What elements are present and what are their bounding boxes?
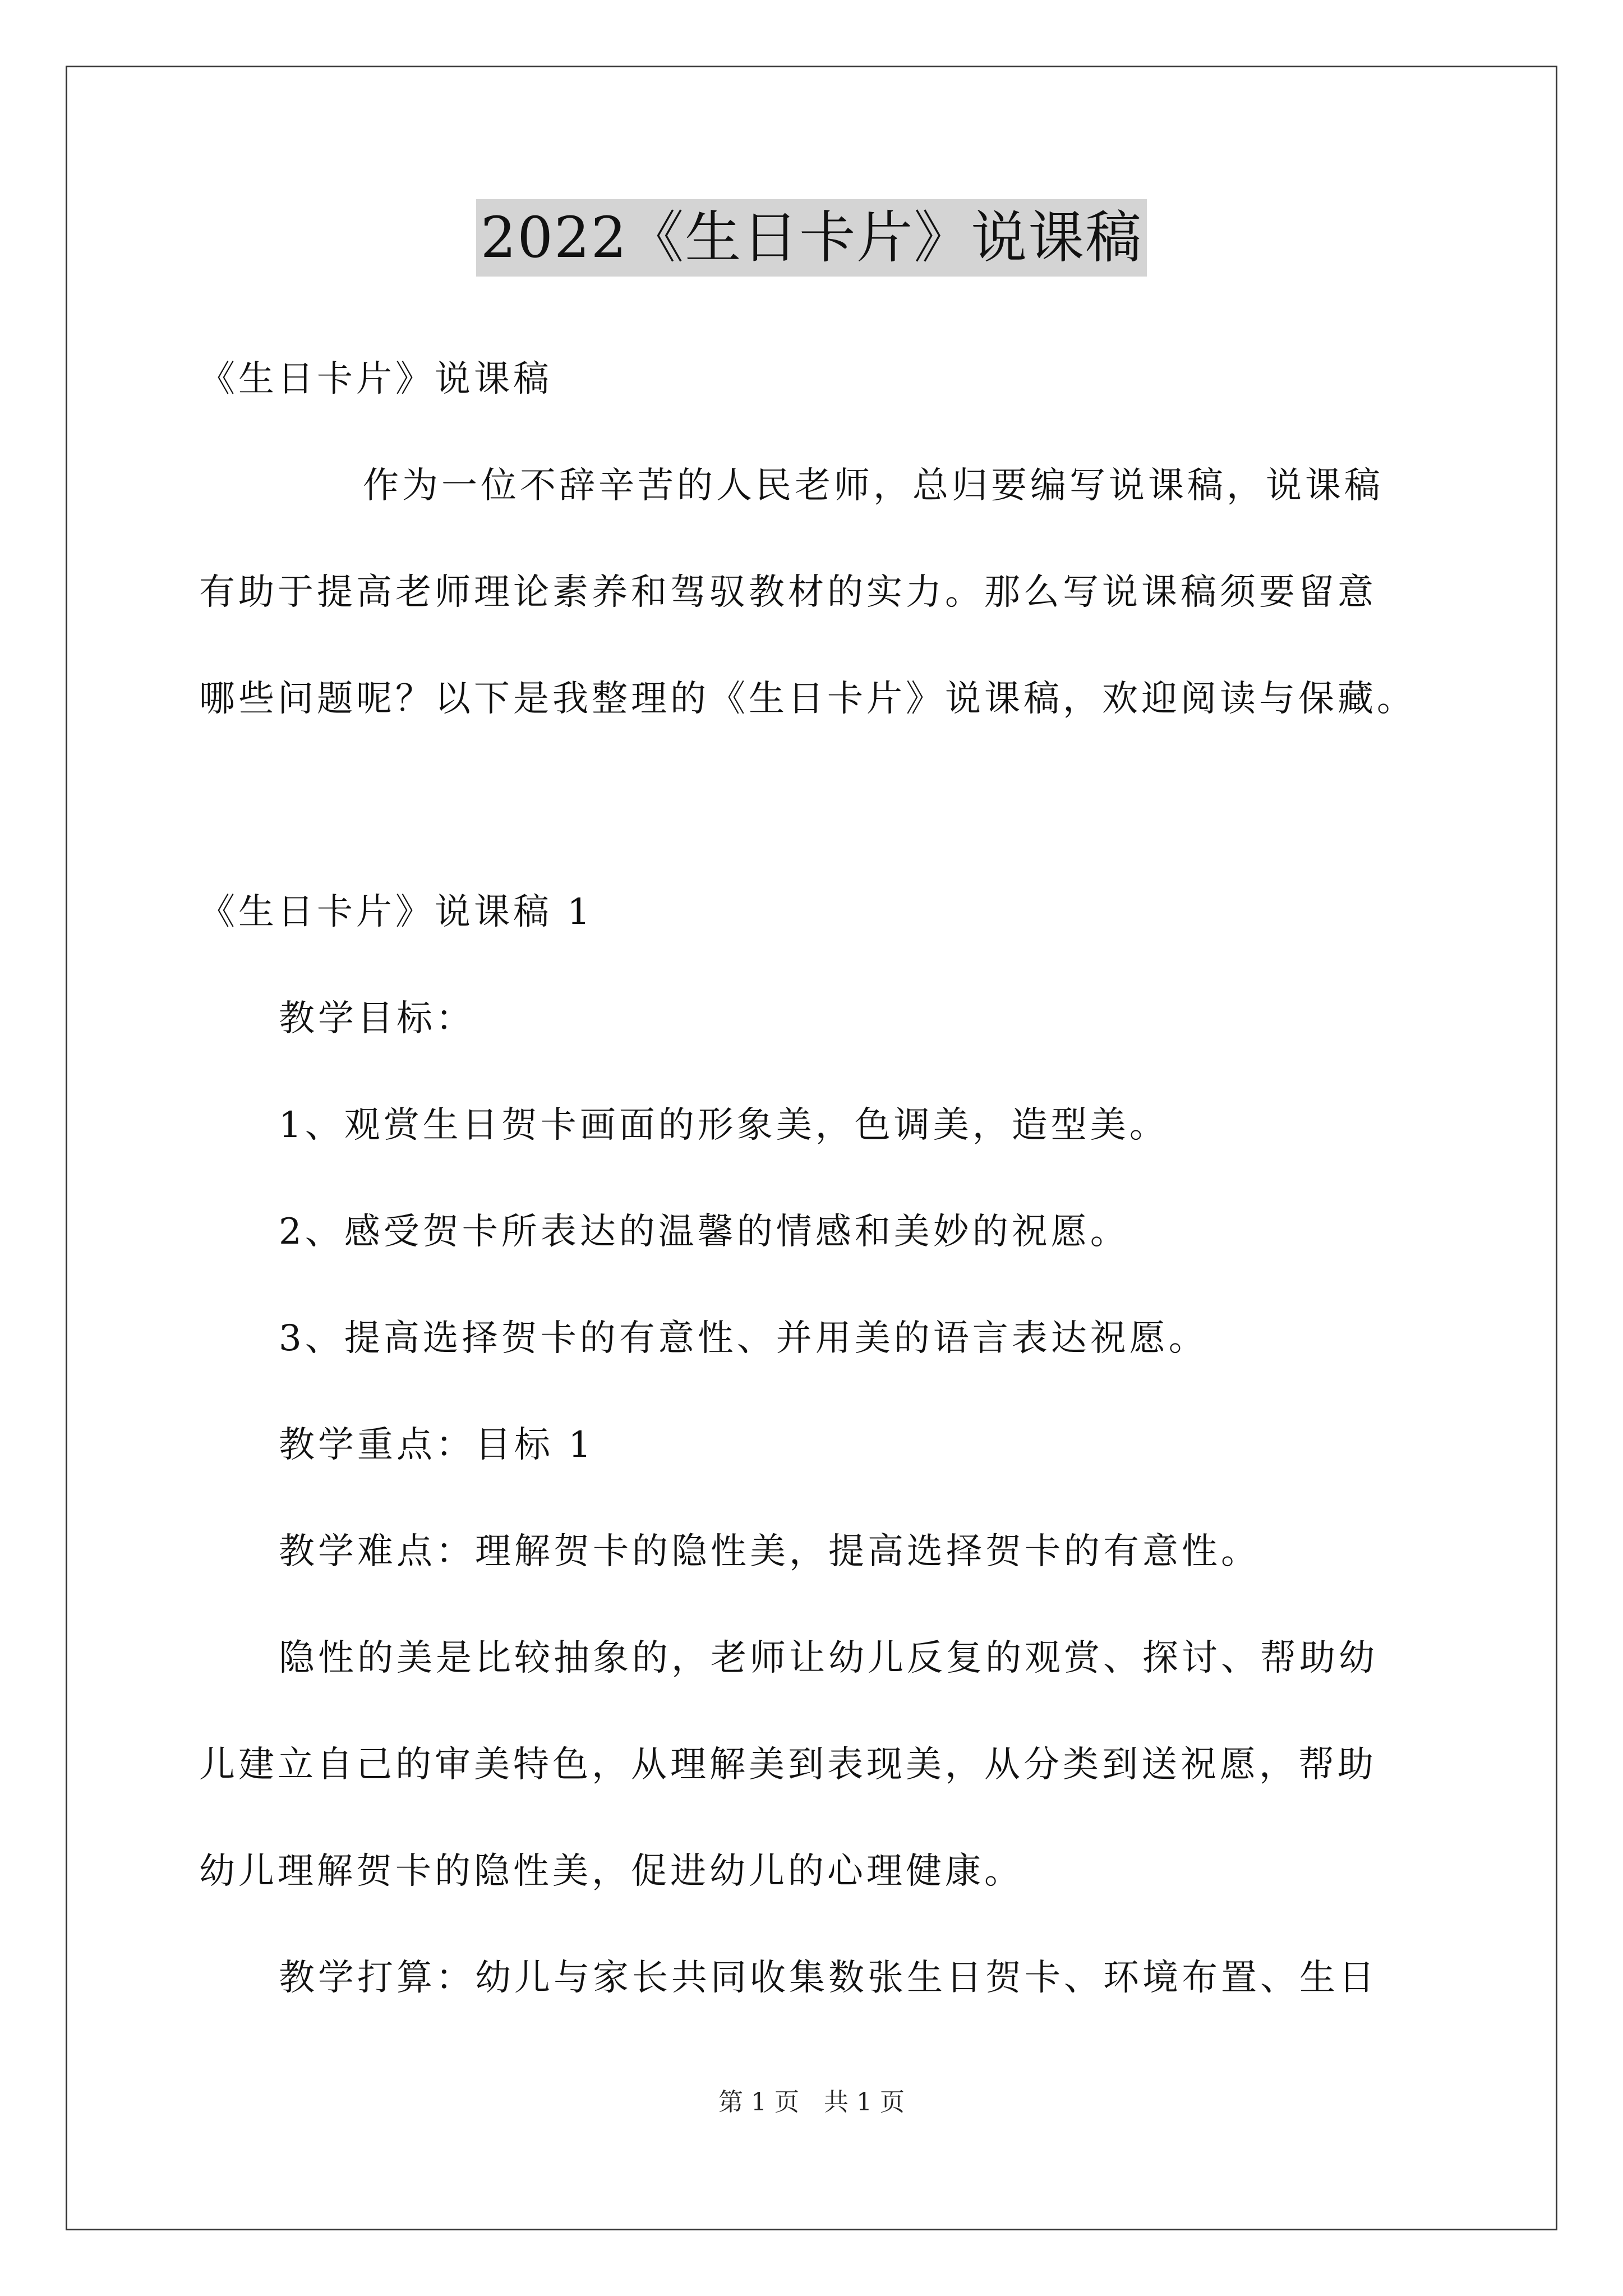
difficulty: 教学难点：理解贺卡的隐性美，提高选择贺卡的有意性。 <box>279 1531 1260 1572</box>
paragraph-line-1: 隐性的美是比较抽象的，老师让幼儿反复的观赏、探讨、帮助幼 <box>279 1637 1378 1679</box>
document-title: 2022《生日卡片》说课稿 <box>476 199 1147 277</box>
goal-item-2: 2、感受贺卡所表达的温馨的情感和美妙的祝愿。 <box>279 1211 1129 1253</box>
title-container <box>0 199 1623 277</box>
goal-item-1: 1、观赏生日贺卡画面的形象美，色调美，造型美。 <box>279 1105 1169 1146</box>
paragraph-line-2: 儿建立自己的审美特色，从理解美到表现美，从分类到送祝愿，帮助 <box>199 1744 1377 1786</box>
goals-label: 教学目标： <box>279 998 475 1039</box>
intro-line-1: 作为一位不辞辛苦的人民老师，总归要编写说课稿，说课稿 <box>363 465 1384 507</box>
preparation-line: 教学打算：幼儿与家长共同收集数张生日贺卡、环境布置、生日 <box>279 1957 1378 1999</box>
page-footer: 第 1 页 共 1 页 <box>718 2088 905 2116</box>
goal-item-3: 3、提高选择贺卡的有意性、并用美的语言表达祝愿。 <box>279 1318 1208 1359</box>
intro-line-3: 哪些问题呢？以下是我整理的《生日卡片》说课稿，欢迎阅读与保藏。 <box>199 678 1416 720</box>
intro-line-2: 有助于提高老师理论素养和驾驭教材的实力。那么写说课稿须要留意 <box>199 572 1377 613</box>
document-subtitle: 《生日卡片》说课稿 <box>199 358 552 400</box>
paragraph-line-3: 幼儿理解贺卡的隐性美，促进幼儿的心理健康。 <box>199 1851 1023 1892</box>
section-heading: 《生日卡片》说课稿 1 <box>199 891 594 933</box>
key-point: 教学重点：目标 1 <box>279 1424 595 1466</box>
